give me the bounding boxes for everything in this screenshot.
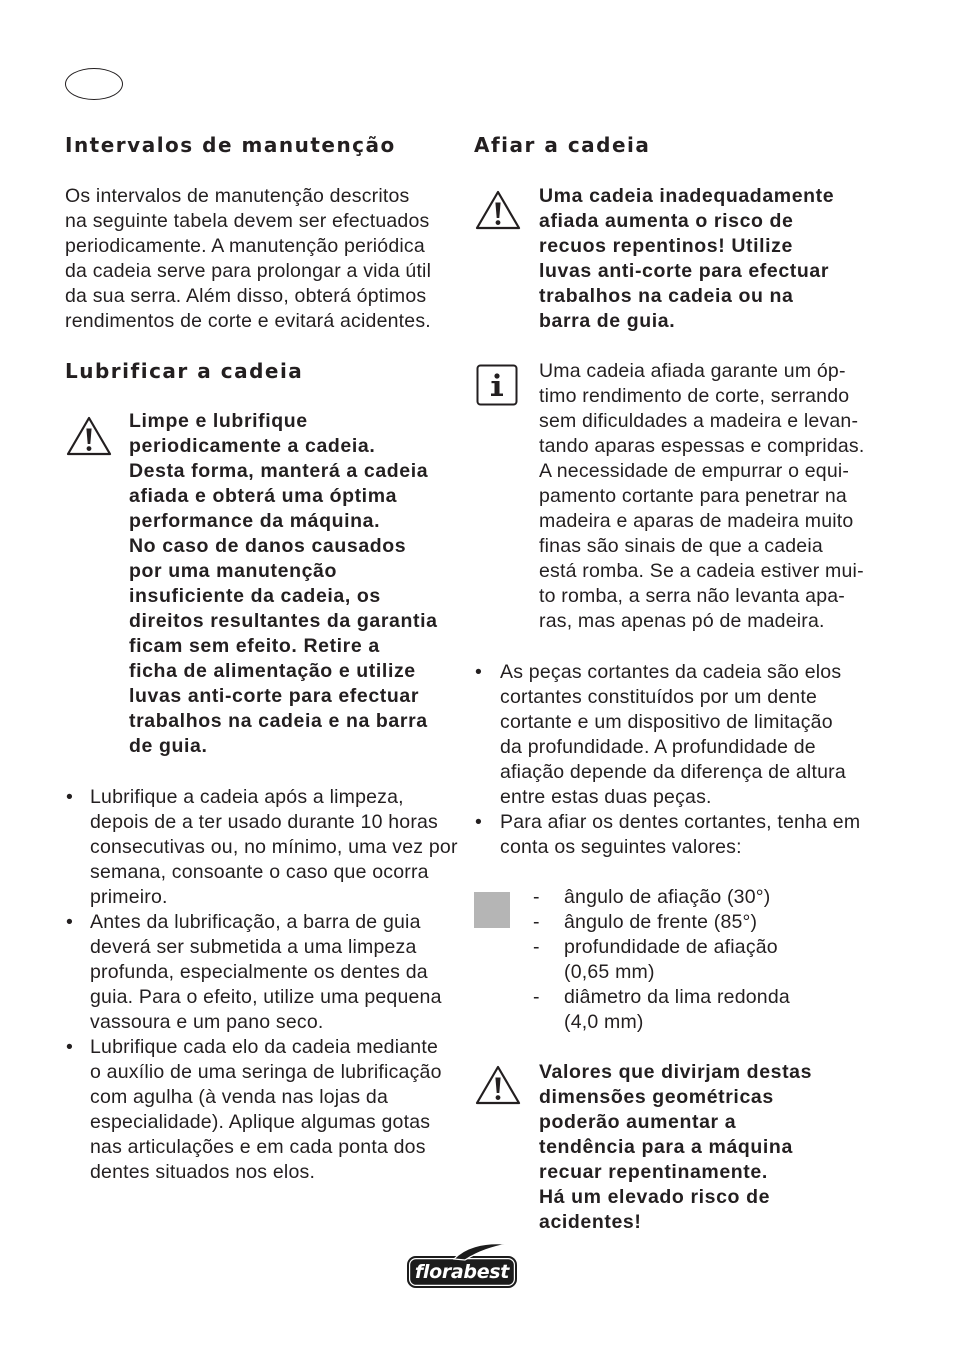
list-item xyxy=(531,985,790,1035)
logo-leaf-icon xyxy=(448,1241,512,1261)
geometry-warning-text: Valores que divirjam destas dimensões geométricas poderão aumentar a tendência para a máquina recuar repentinamente. Há um elevado risco de acidentes! xyxy=(539,1061,813,1233)
bullet-marker: • xyxy=(66,786,74,808)
sharpen-chain-heading: Afiar a cadeia xyxy=(474,133,651,157)
warning-triangle-icon xyxy=(474,1064,522,1106)
list-item-text: Antes da lubrificação, a barra de guia deverá ser submetida a uma limpeza profunda, especialmente os dentes da guia. Para o efeito, utilize uma pequena vassoura e um pano seco. xyxy=(90,911,442,1033)
list-item-text: diâmetro da lima redonda (4,0 mm) xyxy=(564,986,790,1033)
list-item-text: ângulo de afiação (30°) xyxy=(564,886,771,908)
bullet-marker: • xyxy=(475,811,483,833)
maintenance-intervals-paragraph: Os intervalos de manutenção descritos na seguinte tabela devem ser efectuados periodicamente. A manutenção periódica da cadeia serve para prolongar a vida útil da sua serra. Além disso, obterá óptimos rendimentos de corte e evitará acidentes. xyxy=(65,185,432,332)
lubrication-bullet-list xyxy=(65,785,458,1185)
lubricate-chain-heading: Lubrificar a cadeia xyxy=(65,359,304,383)
list-item-text: Lubrifique a cadeia após a limpeza, depois de a ter usado durante 10 horas consecutivas ou, no mínimo, uma vez por semana, consoante o caso que ocorra primeiro. xyxy=(90,786,458,908)
gray-square-icon xyxy=(474,892,510,928)
sharpening-bullet-list xyxy=(474,660,860,860)
language-badge-oval xyxy=(65,68,123,100)
brand-logo-text: florabest xyxy=(414,1260,510,1283)
list-item xyxy=(531,885,790,910)
list-item-text: ângulo de frente (85°) xyxy=(564,911,758,933)
list-item xyxy=(65,910,458,1035)
bullet-marker: • xyxy=(66,911,74,933)
sharpening-info-text: Uma cadeia afiada garante um óp- timo rendimento de corte, serrando sem dificuldades a madeira e levan- tando aparas espessas e compridas. A necessidade de empurrar o equi- pamento cortante para penetrar na madeira e aparas de madeira muito finas são sinais de que a cadeia está romba. Se a cadeia estiver mui- to romba, a serra não levanta apa- ras, mas apenas pó de madeira. xyxy=(539,360,865,632)
list-item-text: Lubrifique cada elo da cadeia mediante o auxílio de uma seringa de lubrificação com agulha (à venda nas lojas da especialidade). Aplique algumas gotas nas articulações e em cada ponta dos dentes situados nos elos. xyxy=(90,1036,442,1183)
sharpening-values-list xyxy=(531,885,790,1035)
warning-triangle-icon xyxy=(65,415,113,457)
list-item xyxy=(474,810,860,860)
list-item xyxy=(65,1035,458,1185)
sharpening-warning-text: Uma cadeia inadequadamente afiada aumenta o risco de recuos repentinos! Utilize luvas anti-corte para efectuar trabalhos na cadeia ou na barra de guia. xyxy=(539,185,835,332)
info-icon xyxy=(476,364,518,406)
bullet-marker: • xyxy=(475,661,483,683)
lubrication-warning-text: Limpe e lubrifique periodicamente a cadeia. Desta forma, manterá a cadeia afiada e obterá uma óptima performance da máquina. No caso de danos causados por uma manutenção insuficiente da cadeia, os direitos resultantes da garantia ficam sem efeito. Retire a ficha de alimentação e utilize luvas anti-corte para efectuar trabalhos na cadeia e na barra de guia. xyxy=(129,410,438,757)
list-item-text: profundidade de afiação (0,65 mm) xyxy=(564,936,778,983)
dash-marker: - xyxy=(533,936,540,958)
maintenance-intervals-heading: Intervalos de manutenção xyxy=(65,133,396,157)
list-item xyxy=(65,785,458,910)
warning-triangle-icon xyxy=(474,189,522,231)
list-item xyxy=(531,935,790,985)
list-item xyxy=(474,660,860,810)
dash-marker: - xyxy=(533,986,540,1008)
dash-marker: - xyxy=(533,886,540,908)
list-item-text: Para afiar os dentes cortantes, tenha em conta os seguintes valores: xyxy=(500,811,861,858)
list-item-text: As peças cortantes da cadeia são elos cortantes constituídos por um dente cortante e um dispositivo de limitação da profundidade. A profundidade de afiação depende da diferença de altura entre estas duas peças. xyxy=(500,661,846,808)
bullet-marker: • xyxy=(66,1036,74,1058)
dash-marker: - xyxy=(533,911,540,933)
list-item xyxy=(531,910,790,935)
